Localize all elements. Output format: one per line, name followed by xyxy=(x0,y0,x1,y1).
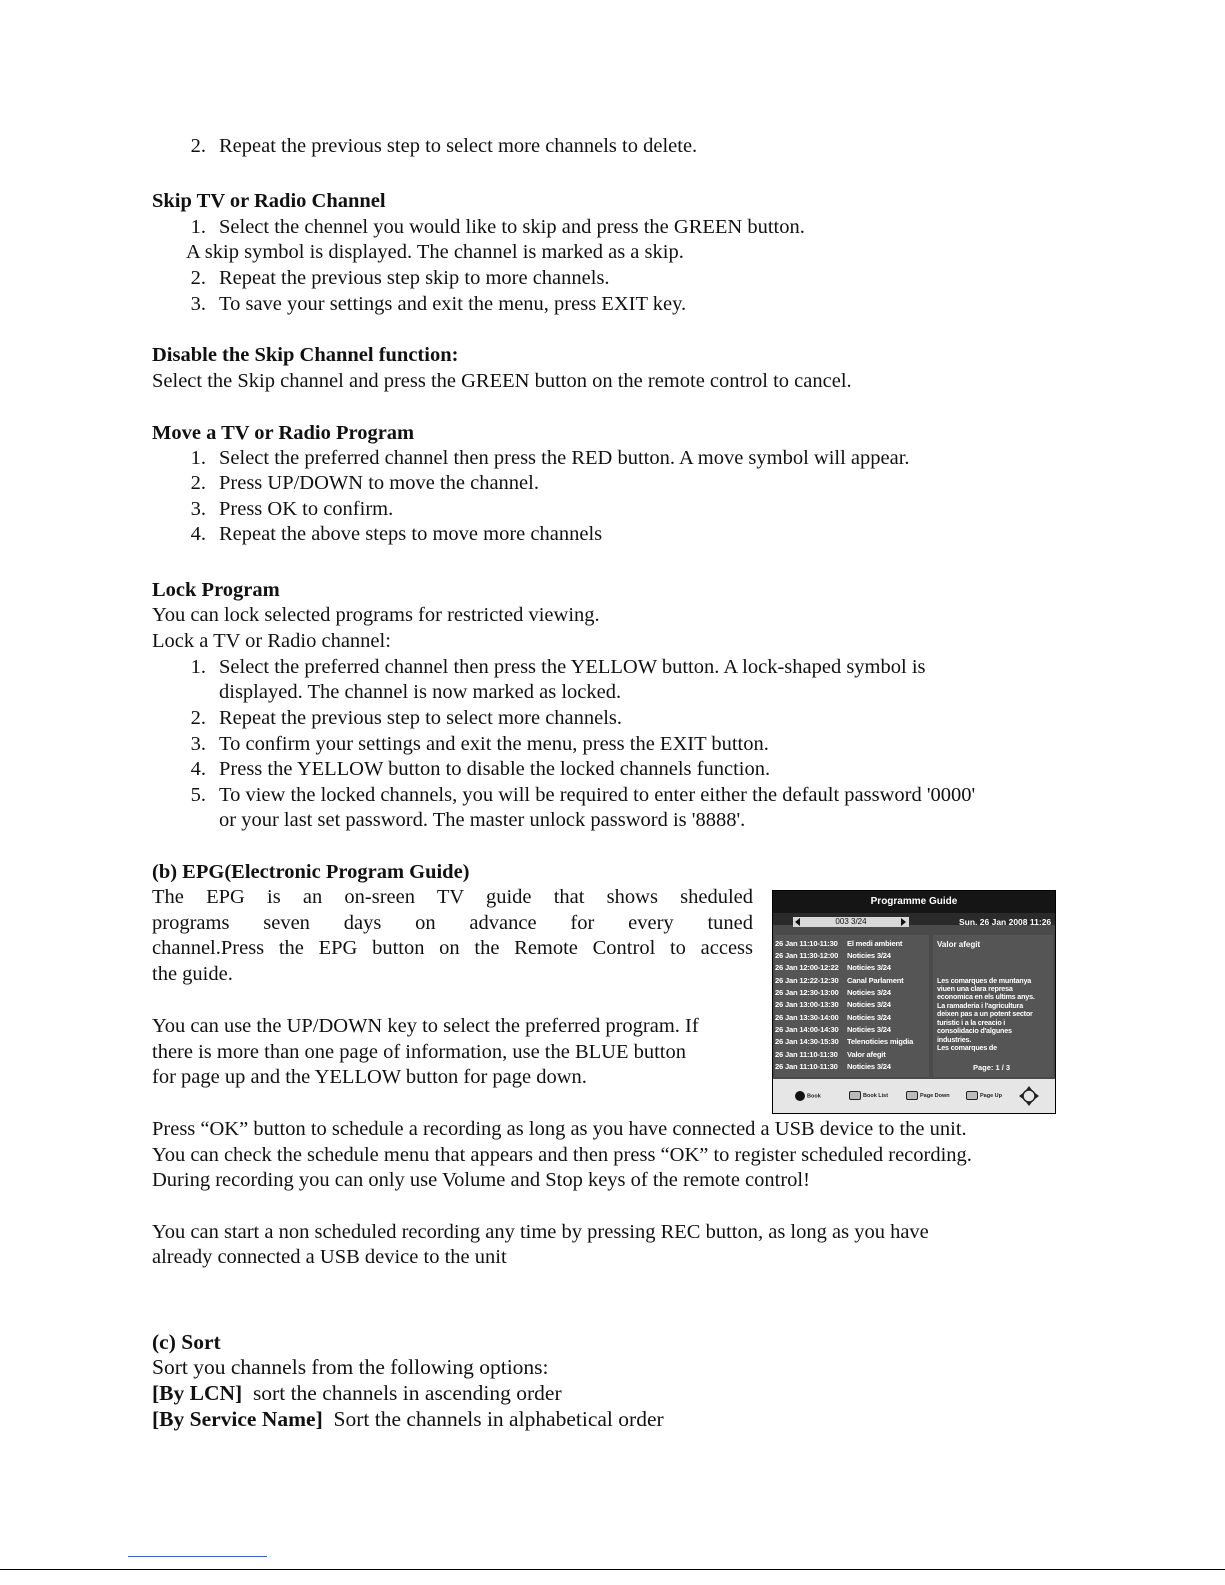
skip-step-2: Repeat the previous step skip to more channels. xyxy=(219,267,610,289)
epg-program-row: 26 Jan 12:30-13:00 Noticies 3/24 xyxy=(775,988,891,997)
list-number: 3. xyxy=(190,733,206,755)
section-heading-sort: (c) Sort xyxy=(152,1330,221,1354)
key-icon xyxy=(966,1091,978,1100)
list-number: 2. xyxy=(190,707,206,729)
arrow-right-icon xyxy=(901,918,906,926)
section-heading-disable: Disable the Skip Channel function: xyxy=(152,344,459,366)
book-button: Book xyxy=(795,1091,821,1101)
epg-info-line: viuen una clara represa xyxy=(937,984,1013,993)
epg-info-line: Les comarques de xyxy=(937,1043,997,1052)
page-bottom-rule xyxy=(0,1569,1225,1570)
epg-channel-selector: 003 3/24 xyxy=(793,917,909,927)
epg-program-row: 26 Jan 12:00-12:22 Noticies 3/24 xyxy=(775,963,891,972)
sort-option-key: [By Service Name] xyxy=(152,1407,323,1431)
list-number: 1. xyxy=(190,656,206,678)
skip-note: A skip symbol is displayed. The channel is marked as a skip. xyxy=(186,241,684,263)
skip-step-3: To save your settings and exit the menu, press EXIT key. xyxy=(219,293,687,315)
epg-para-line: channel.Press the EPG button on the Remote Control to access xyxy=(152,937,753,959)
list-number: 1. xyxy=(190,447,206,469)
list-number: 4. xyxy=(190,523,206,545)
sort-intro: Sort you channels from the following options: xyxy=(152,1355,549,1379)
epg-program-row: 26 Jan 12:22-12:30 Canal Parlament xyxy=(775,976,904,985)
epg-info-line: economica en els ultims anys. xyxy=(937,992,1035,1001)
key-icon xyxy=(906,1091,918,1100)
lock-step-4: Press the YELLOW button to disable the locked channels function. xyxy=(219,758,771,780)
epg-screen-title: Programme Guide xyxy=(773,891,1055,913)
epg-para-line: already connected a USB device to the unit xyxy=(152,1246,507,1268)
footnote-link-line xyxy=(128,1556,267,1557)
epg-para-line: for page up and the YELLOW button for page down. xyxy=(152,1066,587,1088)
section-heading-epg: (b) EPG(Electronic Program Guide) xyxy=(152,861,470,883)
key-icon xyxy=(849,1091,861,1100)
lock-intro-1: You can lock selected programs for restricted viewing. xyxy=(152,604,600,626)
list-number: 2. xyxy=(190,135,206,157)
epg-info-line: turistic i a la creacio i xyxy=(937,1018,1006,1027)
epg-para-line: You can start a non scheduled recording any time by pressing REC button, as long as you have xyxy=(152,1221,929,1243)
list-number: 5. xyxy=(190,784,206,806)
epg-para-line: You can use the UP/DOWN key to select the preferred program. If xyxy=(152,1015,699,1037)
lock-step-1b: displayed. The channel is now marked as locked. xyxy=(219,681,622,703)
epg-program-row: 26 Jan 13:00-13:30 Noticies 3/24 xyxy=(775,1000,891,1009)
navigation-pad-icon xyxy=(1019,1086,1039,1106)
epg-program-row: 26 Jan 13:30-14:00 Noticies 3/24 xyxy=(775,1013,891,1022)
epg-screenshot xyxy=(772,890,1056,1114)
page-down-button: Page Down xyxy=(906,1091,950,1101)
skip-step-1: Select the chennel you would like to skip and press the GREEN button. xyxy=(219,216,805,238)
epg-para-line: Press “OK” button to schedule a recording as long as you have connected a USB device to the unit. xyxy=(152,1118,967,1140)
epg-program-row: 26 Jan 14:30-15:30 Telenoticies migdia xyxy=(775,1037,914,1046)
lock-step-5a: To view the locked channels, you will be required to enter either the default password '0000' xyxy=(219,784,976,806)
sort-option-text: sort the channels in ascending order xyxy=(252,1381,562,1405)
arrow-left-icon xyxy=(795,918,800,926)
epg-program-row: 26 Jan 11:10-11:30 El medi ambient xyxy=(775,939,903,948)
list-number: 2. xyxy=(190,267,206,289)
epg-para-line: there is more than one page of information, use the BLUE button xyxy=(152,1041,687,1063)
disable-text: Select the Skip channel and press the GREEN button on the remote control to cancel. xyxy=(152,370,852,392)
book-list-button: Book List xyxy=(849,1091,888,1101)
page-up-button: Page Up xyxy=(966,1091,1002,1101)
sort-option-name xyxy=(152,1407,664,1432)
lock-step-2: Repeat the previous step to select more channels. xyxy=(219,707,623,729)
epg-program-row: 26 Jan 14:00-14:30 Noticies 3/24 xyxy=(775,1025,891,1034)
step-text: Repeat the previous step to select more channels to delete. xyxy=(219,135,698,157)
epg-para-line: the guide. xyxy=(152,963,233,985)
epg-info-line: La ramaderia i l'agricultura xyxy=(937,1001,1023,1010)
epg-info-title: Valor afegit xyxy=(937,940,981,949)
lock-step-3: To confirm your settings and exit the menu, press the EXIT button. xyxy=(219,733,769,755)
move-step-1: Select the preferred channel then press the RED button. A move symbol will appear. xyxy=(219,447,910,469)
epg-program-row: 26 Jan 11:10-11:30 Valor afegit xyxy=(775,1050,886,1059)
epg-program-row: 26 Jan 11:10-11:30 Noticies 3/24 xyxy=(775,1062,891,1071)
lock-intro-2: Lock a TV or Radio channel: xyxy=(152,630,391,652)
epg-datetime: Sun. 26 Jan 2008 11:26 xyxy=(959,917,1052,927)
epg-footer xyxy=(773,1079,1055,1113)
epg-para-line: The EPG is an on-sreen TV guide that shows sheduled xyxy=(152,886,753,908)
epg-program-row: 26 Jan 11:30-12:00 Noticies 3/24 xyxy=(775,951,891,960)
epg-info-line: industries. xyxy=(937,1035,972,1044)
ok-key-icon xyxy=(795,1091,805,1101)
epg-page-indicator: Page: 1 / 3 xyxy=(973,1063,1011,1072)
section-heading-move: Move a TV or Radio Program xyxy=(152,422,415,444)
sort-option-text: Sort the channels in alphabetical order xyxy=(333,1407,664,1431)
list-number: 3. xyxy=(190,498,206,520)
epg-para-line: You can check the schedule menu that appears and then press “OK” to register scheduled recording. xyxy=(152,1144,972,1166)
sort-option-lcn xyxy=(152,1381,562,1406)
sort-option-key: [By LCN] xyxy=(152,1381,243,1405)
move-step-2: Press UP/DOWN to move the channel. xyxy=(219,472,539,494)
move-step-3: Press OK to confirm. xyxy=(219,498,394,520)
epg-info-line: consolidacio d'algunes xyxy=(937,1026,1012,1035)
list-number: 4. xyxy=(190,758,206,780)
epg-info-line: Les comarques de muntanya xyxy=(937,976,1032,985)
epg-para-line: programs seven days on advance for every tuned xyxy=(152,912,753,934)
list-number: 1. xyxy=(190,216,206,238)
epg-para-line: During recording you can only use Volume and Stop keys of the remote control! xyxy=(152,1169,810,1191)
lock-step-5b: or your last set password. The master unlock password is '8888'. xyxy=(219,809,746,831)
section-heading-skip: Skip TV or Radio Channel xyxy=(152,190,386,212)
list-number: 3. xyxy=(190,293,206,315)
lock-step-1a: Select the preferred channel then press the YELLOW button. A lock-shaped symbol is xyxy=(219,656,926,678)
epg-info-line: deixen pas a un potent sector xyxy=(937,1009,1033,1018)
section-heading-lock: Lock Program xyxy=(152,579,280,601)
move-step-4: Repeat the above steps to move more channels xyxy=(219,523,603,545)
list-number: 2. xyxy=(190,472,206,494)
